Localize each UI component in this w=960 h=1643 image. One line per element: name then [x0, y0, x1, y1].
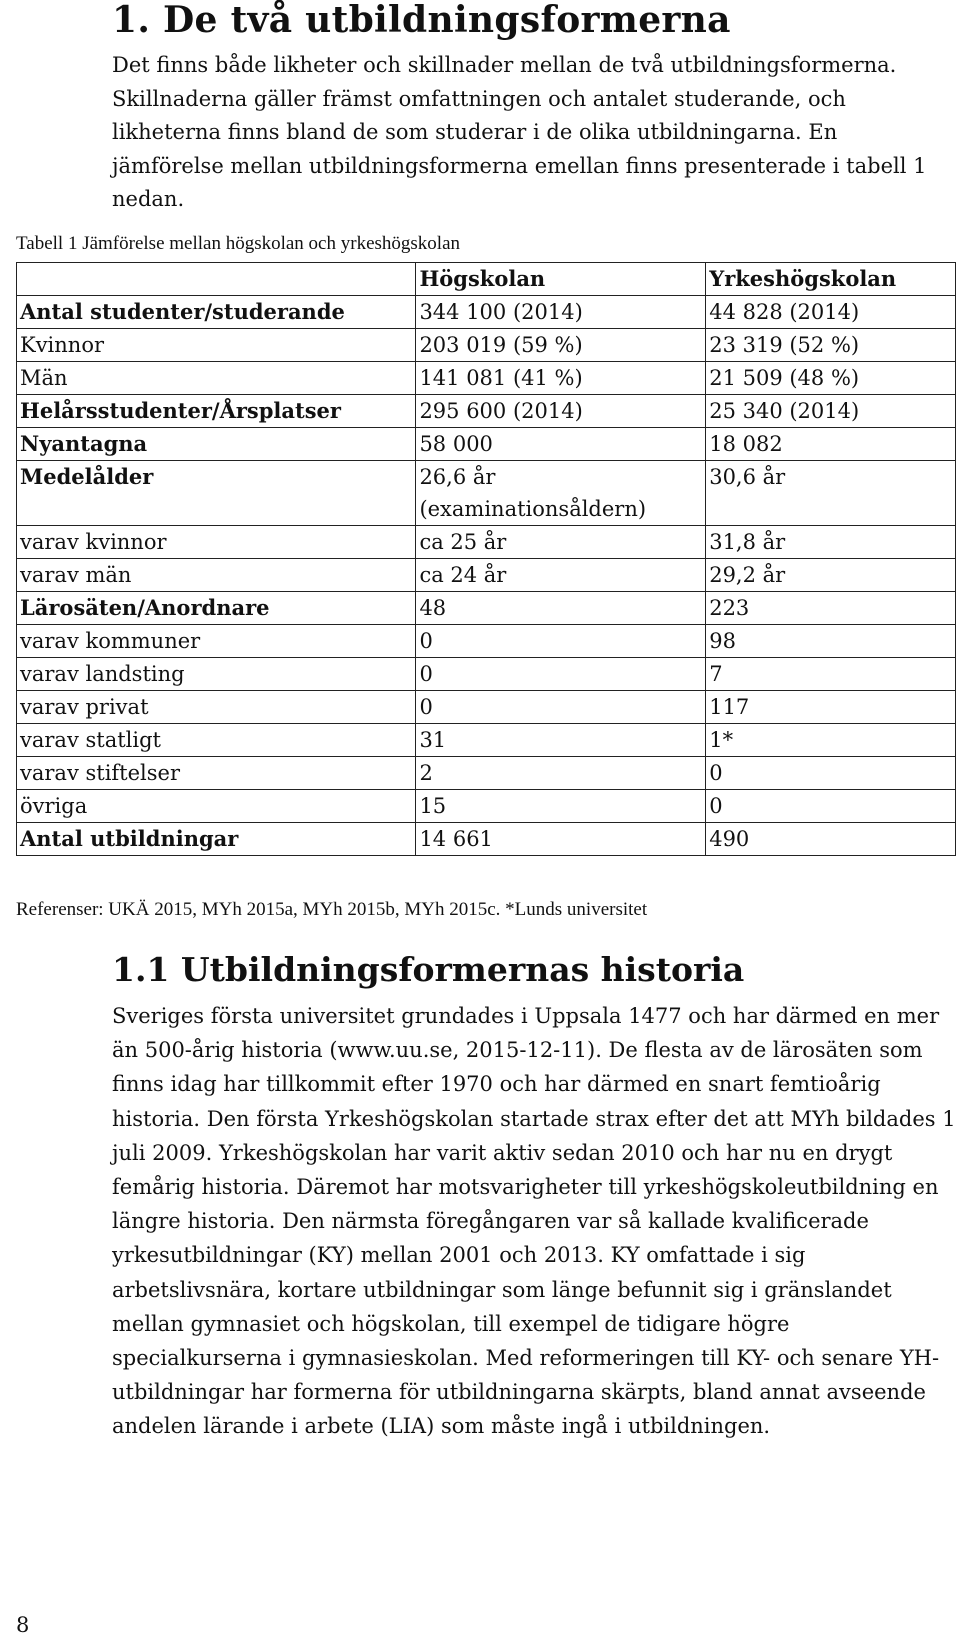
table-row	[17, 395, 956, 428]
cell-hogskolan: 0	[416, 691, 706, 724]
row-label: Män	[17, 362, 416, 395]
cell-hogskolan: 14 661	[416, 823, 706, 856]
cell-yrkeshogskolan: 44 828 (2014)	[706, 296, 956, 329]
cell-hogskolan: 141 081 (41 %)	[416, 362, 706, 395]
cell-hogskolan: 2	[416, 757, 706, 790]
table-header-row	[17, 263, 956, 296]
row-label: varav kommuner	[17, 625, 416, 658]
row-label: varav statligt	[17, 724, 416, 757]
table-row	[17, 658, 956, 691]
header-cell-yrkeshogskolan: Yrkeshögskolan	[706, 263, 956, 296]
section-heading: 1. De två utbildningsformerna	[112, 0, 731, 41]
row-label: varav kvinnor	[17, 526, 416, 559]
cell-hogskolan: 0	[416, 658, 706, 691]
cell-yrkeshogskolan: 18 082	[706, 428, 956, 461]
row-label: varav stiftelser	[17, 757, 416, 790]
row-label: varav landsting	[17, 658, 416, 691]
cell-yrkeshogskolan: 0	[706, 757, 956, 790]
table-row	[17, 329, 956, 362]
table-row	[17, 823, 956, 856]
table-row	[17, 790, 956, 823]
header-cell-empty	[17, 263, 416, 296]
table-row	[17, 559, 956, 592]
comparison-table	[16, 262, 956, 856]
row-label: varav män	[17, 559, 416, 592]
table-row	[17, 526, 956, 559]
intro-paragraph: Det finns både likheter och skillnader mellan de två utbildningsformerna. Skillnaderna gäller främst omfattningen och antalet studerande, och likheterna finns bland de som studerar i de olika utbildningarna. En jämförelse mellan utbildningsformerna emellan finns presenterade i tabell 1 nedan.	[112, 53, 927, 211]
cell-yrkeshogskolan: 25 340 (2014)	[706, 395, 956, 428]
subsection-heading: 1.1 Utbildningsformernas historia	[112, 950, 745, 989]
cell-hogskolan: 15	[416, 790, 706, 823]
cell-hogskolan: 26,6 år (examinationsåldern)	[416, 461, 706, 526]
cell-hogskolan: 0	[416, 625, 706, 658]
cell-hogskolan: ca 25 år	[416, 526, 706, 559]
cell-yrkeshogskolan: 23 319 (52 %)	[706, 329, 956, 362]
table-row	[17, 757, 956, 790]
cell-yrkeshogskolan: 0	[706, 790, 956, 823]
cell-hogskolan: 58 000	[416, 428, 706, 461]
row-label: Antal studenter/studerande	[17, 296, 416, 329]
history-paragraph: Sveriges första universitet grundades i Uppsala 1477 och har därmed en mer än 500-årig historia (www.uu.se, 2015-12-11). De flesta av de lärosäten som finns idag har tillkommit efter 1970 och har därmed en snart femtioårig historia. Den första Yrkeshögskolan startade strax efter det att MYh bildades 1 juli 2009. Yrkeshögskolan har varit aktiv sedan 2010 och har nu en drygt femårig historia. Däremot har motsvarigheter till yrkeshögskoleutbildning en längre historia. Den närmsta föregångaren var så kallade kvalificerade yrkesutbildningar (KY) mellan 2001 och 2013. KY omfattade i sig arbetslivsnära, kortare utbildningar som länge befunnit sig i gränslandet mellan gymnasiet och högskolan, till exempel de tidigare högre specialkurserna i gymnasieskolan. Med reformeringen till KY- och senare YH-utbildningar har formerna för utbildningarna skärpts, bland annat avseende andelen lärande i arbete (LIA) som måste ingå i utbildningen.	[112, 1004, 956, 1439]
cell-yrkeshogskolan: 30,6 år	[706, 461, 956, 526]
table-row	[17, 691, 956, 724]
cell-yrkeshogskolan: 1*	[706, 724, 956, 757]
table-row	[17, 461, 956, 526]
table-row	[17, 625, 956, 658]
cell-hogskolan: 295 600 (2014)	[416, 395, 706, 428]
cell-yrkeshogskolan: 21 509 (48 %)	[706, 362, 956, 395]
row-label: Antal utbildningar	[17, 823, 416, 856]
table-caption: Tabell 1 Jämförelse mellan högskolan och yrkeshögskolan	[16, 233, 461, 254]
cell-yrkeshogskolan: 31,8 år	[706, 526, 956, 559]
table-row	[17, 362, 956, 395]
row-label: Helårsstudenter/Årsplatser	[17, 395, 416, 428]
cell-yrkeshogskolan: 29,2 år	[706, 559, 956, 592]
cell-yrkeshogskolan: 117	[706, 691, 956, 724]
row-label: Lärosäten/Anordnare	[17, 592, 416, 625]
header-cell-hogskolan: Högskolan	[416, 263, 706, 296]
table-row	[17, 592, 956, 625]
row-label: Medelålder	[17, 461, 416, 526]
page-number: 8	[16, 1613, 30, 1637]
table-row	[17, 296, 956, 329]
table-row	[17, 428, 956, 461]
cell-hogskolan: 203 019 (59 %)	[416, 329, 706, 362]
cell-hogskolan: ca 24 år	[416, 559, 706, 592]
cell-hogskolan: 48	[416, 592, 706, 625]
row-label: övriga	[17, 790, 416, 823]
row-label: varav privat	[17, 691, 416, 724]
row-label: Nyantagna	[17, 428, 416, 461]
table-row	[17, 724, 956, 757]
cell-yrkeshogskolan: 490	[706, 823, 956, 856]
cell-yrkeshogskolan: 7	[706, 658, 956, 691]
cell-yrkeshogskolan: 98	[706, 625, 956, 658]
row-label: Kvinnor	[17, 329, 416, 362]
cell-yrkeshogskolan: 223	[706, 592, 956, 625]
table-references: Referenser: UKÄ 2015, MYh 2015a, MYh 2015b, MYh 2015c. *Lunds universitet	[16, 899, 648, 920]
cell-hogskolan: 344 100 (2014)	[416, 296, 706, 329]
cell-hogskolan: 31	[416, 724, 706, 757]
